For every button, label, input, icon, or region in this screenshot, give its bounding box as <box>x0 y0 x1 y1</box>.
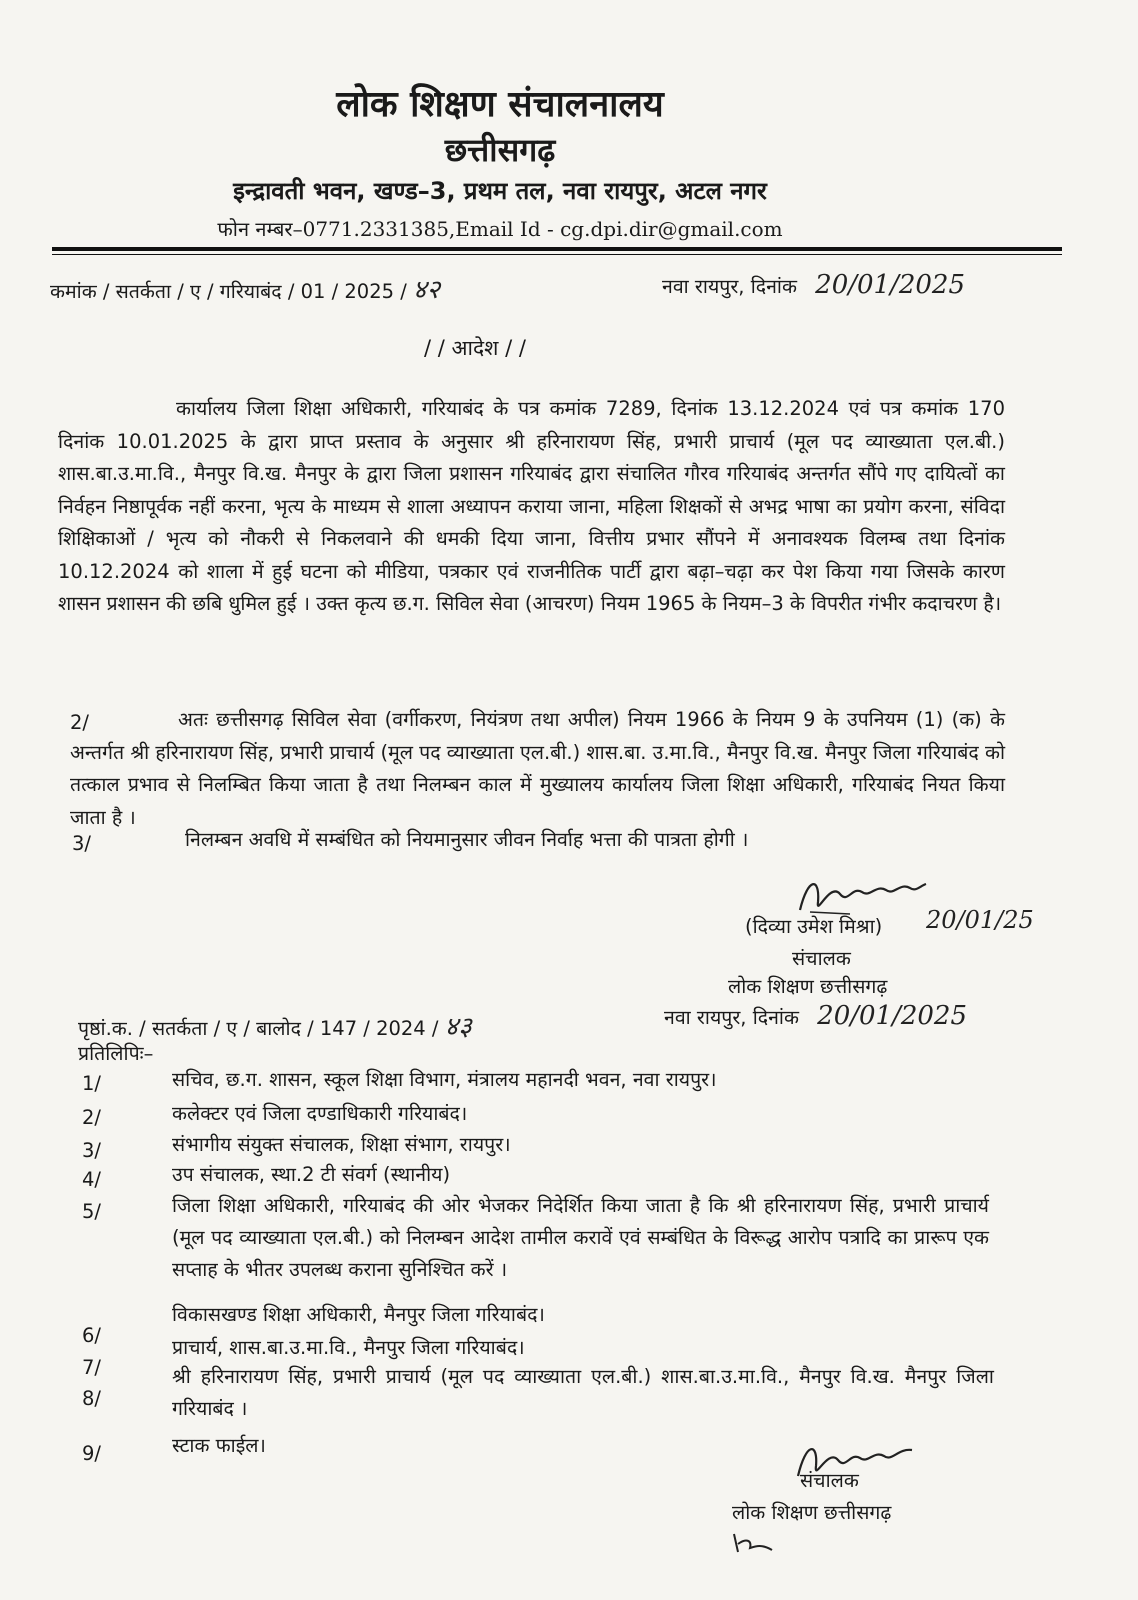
list-item: श्री हरिनारायण सिंह, प्रभारी प्राचार्य (मूल पद व्याख्याता एल.बी.) शास.बा.उ.मा.वि., मैनपुर वि.ख. मैनपुर जिला गरियाबंद । <box>172 1365 994 1420</box>
list-item: विकासखण्ड शिक्षा अधिकारी, मैनपुर जिला गरियाबंद। <box>172 1303 545 1326</box>
office-address: इन्द्रावती भवन, खण्ड–3, प्रथम तल, नवा रायपुर, अटल नगर <box>233 177 767 205</box>
contact-line: फोन नम्बर–0771.2331385,Email Id - cg.dpi.dir@gmail.com <box>217 217 783 241</box>
org-title: लोक शिक्षण संचालनालय <box>336 84 664 125</box>
list-item: स्टाक फाईल। <box>172 1434 266 1457</box>
endorsement-number-handwritten: ४३ <box>444 1012 472 1042</box>
signatory-designation-2: संचालक <box>800 1469 859 1492</box>
list-item-number: 3/ <box>82 1139 101 1162</box>
initials-mark <box>728 1528 778 1558</box>
list-item-number: 2/ <box>82 1106 101 1129</box>
header-rule-thin <box>52 254 1062 255</box>
list-item: संभागीय संयुक्त संचालक, शिक्षा संभाग, रायपुर। <box>172 1133 511 1156</box>
list-item-number: 7/ <box>82 1356 101 1379</box>
signatory-name: (दिव्या उमेश मिश्रा) <box>745 915 883 938</box>
reference-date: नवा रायपुर, दिनांक 20/01/2025 <box>662 270 966 300</box>
list-item: प्राचार्य, शास.बा.उ.मा.वि., मैनपुर जिला गरियाबंद। <box>172 1336 525 1359</box>
endorsement-number: पृष्ठां.क. / सतर्कता / ए / बालोद / 147 / 2024 / ४३ <box>78 1012 472 1042</box>
list-item-number: 6/ <box>82 1324 101 1347</box>
paragraph-1: कार्यालय जिला शिक्षा अधिकारी, गरियाबंद के पत्र कमांक 7289, दिनांक 13.12.2024 एवं पत्र कमांक 170 दिनांक 10.01.2025 के द्वारा प्राप्त प्रस्ताव के अनुसार श्री हरिनारायण सिंह, प्रभारी प्राचार्य (मूल पद व्याख्याता एल.बी.) शास.बा.उ.मा.वि., मैनपुर वि.ख. मैनपुर के द्वारा जिला प्रशासन गरियाबंद द्वारा संचालित गौरव गरियाबंद अन्तर्गत सौंपे गए दायित्वों का निर्वहन निष्ठापूर्वक नहीं करना, भृत्य के माध्यम से शाला अध्यापन कराया जाना, महिला शिक्षकों से अभद्र भाषा का प्रयोग करना, संविदा शिक्षिकाओं / भृत्य को नौकरी से निकलवाने की धमकी दिया जाना, वित्तीय प्रभार सौंपने में अनावश्यक विलम्ब तथा दिनांक 10.12.2024 को शाला में हुई घटना को मीडिया, पत्रकार एवं राजनीतिक पार्टी द्वारा बढ़ा–चढ़ा कर पेश किया गया जिसके कारण शासन प्रशासन की छबि धुमिल हुई । उक्त कृत्य छ.ग. सिविल सेवा (आचरण) नियम 1965 के नियम–3 के विपरीत गंभीर कदाचरण है। <box>58 397 1005 615</box>
list-item-number: 5/ <box>82 1200 101 1223</box>
list-item-number: 1/ <box>82 1072 101 1095</box>
signatory-designation: संचालक <box>792 947 851 970</box>
state-title: छत्तीसगढ़ <box>444 131 556 169</box>
endorsement-date-handwritten: 20/01/2025 <box>817 1001 968 1031</box>
reference-number-handwritten: ४२ <box>412 275 441 305</box>
signatory-office-2: लोक शिक्षण छत्तीसगढ़ <box>732 1501 892 1524</box>
paragraph-2-number: 2/ <box>70 711 89 734</box>
paragraph-3-number: 3/ <box>72 832 91 855</box>
paragraph-3: निलम्बन अवधि में सम्बंधित को नियमानुसार जीवन निर्वाह भत्ता की पात्रता होगी । <box>185 828 749 851</box>
list-item: उप संचालक, स्था.2 टी संवर्ग (स्थानीय) <box>172 1163 451 1186</box>
order-title: / / आदेश / / <box>424 336 526 360</box>
reference-number: कमांक / सतर्कता / ए / गरियाबंद / 01 / 2025 / ४२ <box>50 275 441 305</box>
header-rule-thick <box>52 247 1062 251</box>
copy-to-label: प्रतिलिपिः– <box>78 1042 154 1065</box>
list-item-number: 9/ <box>82 1442 101 1465</box>
list-item: सचिव, छ.ग. शासन, स्कूल शिक्षा विभाग, मंत्रालय महानदी भवन, नवा रायपुर। <box>172 1068 717 1091</box>
signature-date-handwritten: 20/01/25 <box>926 906 1034 934</box>
signatory-office: लोक शिक्षण छत्तीसगढ़ <box>728 975 888 998</box>
paragraph-2: अतः छत्तीसगढ़ सिविल सेवा (वर्गीकरण, नियंत्रण तथा अपील) नियम 1966 के नियम 9 के उपनियम (1) (क) के अन्तर्गत श्री हरिनारायण सिंह, प्रभारी प्राचार्य (मूल पद व्याख्याता एल.बी.) शास.बा. उ.मा.वि., मैनपुर वि.ख. मैनपुर जिला गरियाबंद को तत्काल प्रभाव से निलम्बित किया जाता है तथा निलम्बन काल में मुख्यालय कार्यालय जिला शिक्षा अधिकारी, गरियाबंद नियत किया जाता है । <box>70 708 1005 829</box>
endorsement-date: नवा रायपुर, दिनांक 20/01/2025 <box>664 1001 968 1031</box>
list-item: कलेक्टर एवं जिला दण्डाधिकारी गरियाबंद। <box>172 1102 468 1125</box>
list-item-number: 4/ <box>82 1168 101 1191</box>
list-item: जिला शिक्षा अधिकारी, गरियाबंद की ओर भेजकर निदेर्शित किया जाता है कि श्री हरिनारायण सिंह, प्रभारी प्राचार्य (मूल पद व्याख्याता एल.बी.) को निलम्बन आदेश तामील करावें एवं सम्बंधित के विरूद्ध आरोप पत्रादि का प्रारूप एक सप्ताह के भीतर उपलब्ध कराना सुनिश्चित करें । <box>172 1194 989 1281</box>
list-item-number: 8/ <box>82 1387 101 1410</box>
reference-date-handwritten: 20/01/2025 <box>815 270 966 300</box>
